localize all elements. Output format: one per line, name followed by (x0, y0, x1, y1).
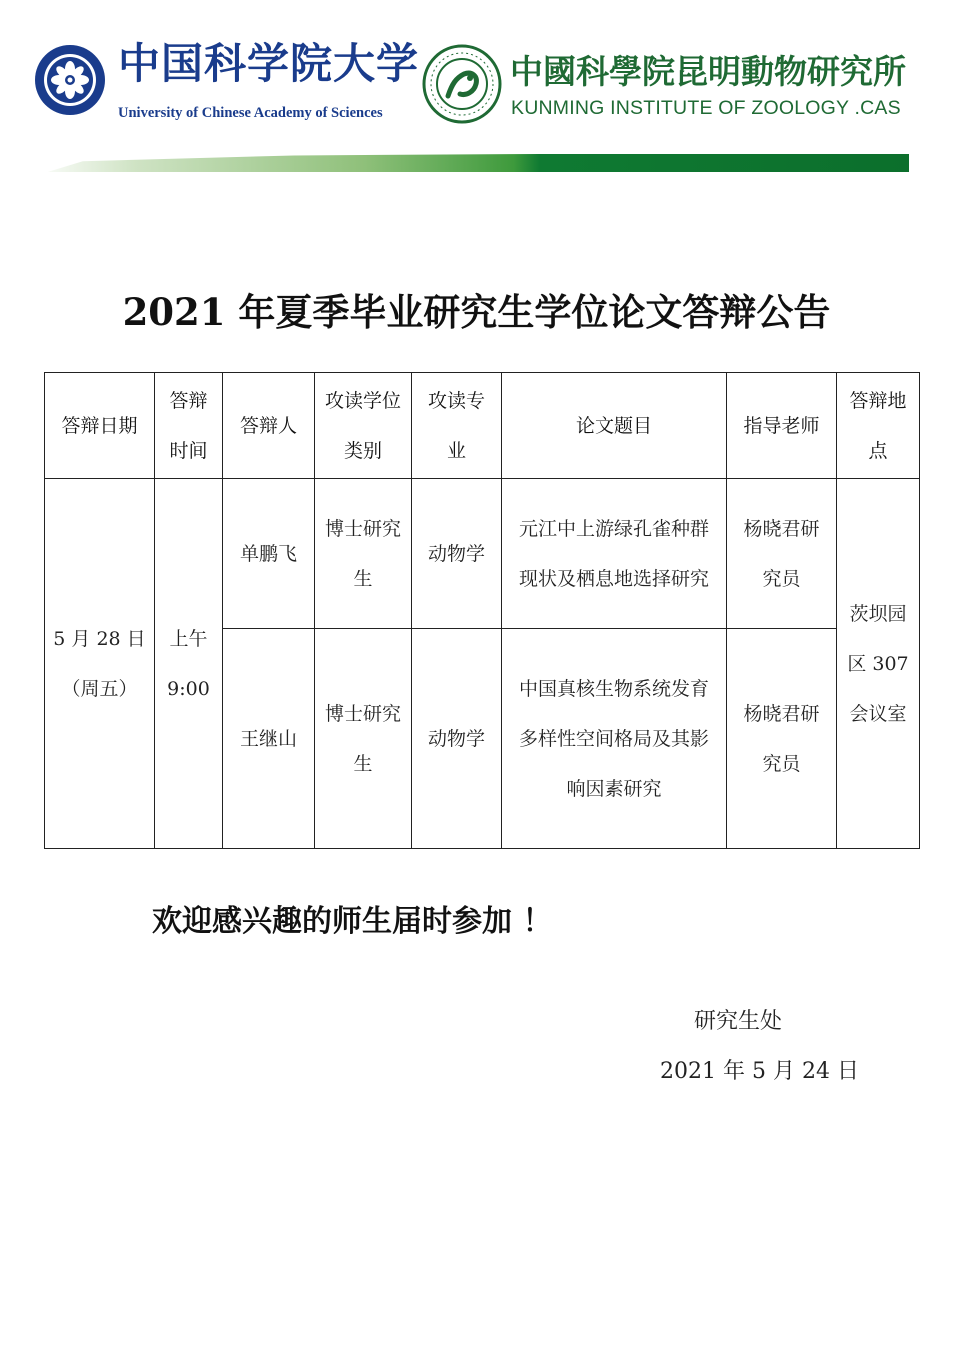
document-title: 2021 年夏季毕业研究生学位论文答辩公告 (122, 290, 831, 334)
table-header-row (45, 373, 920, 479)
defense-time: 上午 9:00 (155, 479, 223, 849)
thesis-title: 中国真核生物系统发育多样性空间格局及其影响因素研究 (502, 629, 727, 849)
kiz-name-cn: 中國科學院昆明動物研究所 (510, 52, 906, 91)
major: 动物学 (412, 629, 502, 849)
defense-date: 5 月 28 日（周五） (45, 479, 155, 849)
kiz-logo (422, 44, 502, 124)
issue-date: 2021 年 5 月 24 日 (660, 1059, 859, 1084)
header-major: 攻读专业 (412, 373, 502, 479)
degree-type: 博士研究生 (315, 479, 412, 629)
ucas-logo (34, 44, 106, 116)
ucas-name-cn: 中国科学院大学 (118, 39, 420, 88)
candidate-name: 单鹏飞 (223, 479, 315, 629)
major: 动物学 (412, 479, 502, 629)
header-green-band (30, 154, 909, 172)
degree-type: 博士研究生 (315, 629, 412, 849)
welcome-message: 欢迎感兴趣的师生届时参加 ！ (152, 904, 553, 939)
issuer: 研究生处 (694, 1009, 783, 1034)
header-degree: 攻读学位类别 (315, 373, 412, 479)
header-candidate: 答辩人 (223, 373, 315, 479)
advisor: 杨晓君研究员 (727, 479, 837, 629)
kiz-name-en: KUNMING INSTITUTE OF ZOOLOGY .CAS (511, 97, 901, 119)
header-time: 答辩时间 (155, 373, 223, 479)
header-thesis: 论文题目 (502, 373, 727, 479)
ucas-name-en: University of Chinese Academy of Sciences (118, 105, 383, 121)
table-row (45, 479, 920, 629)
thesis-title: 元江中上游绿孔雀种群现状及栖息地选择研究 (502, 479, 727, 629)
defense-location: 茨坝园区 307 会议室 (837, 479, 920, 849)
advisor: 杨晓君研究员 (727, 629, 837, 849)
header-location: 答辩地点 (837, 373, 920, 479)
header-date: 答辩日期 (45, 373, 155, 479)
candidate-name: 王继山 (223, 629, 315, 849)
header-advisor: 指导老师 (727, 373, 837, 479)
defense-schedule-table (44, 372, 920, 849)
